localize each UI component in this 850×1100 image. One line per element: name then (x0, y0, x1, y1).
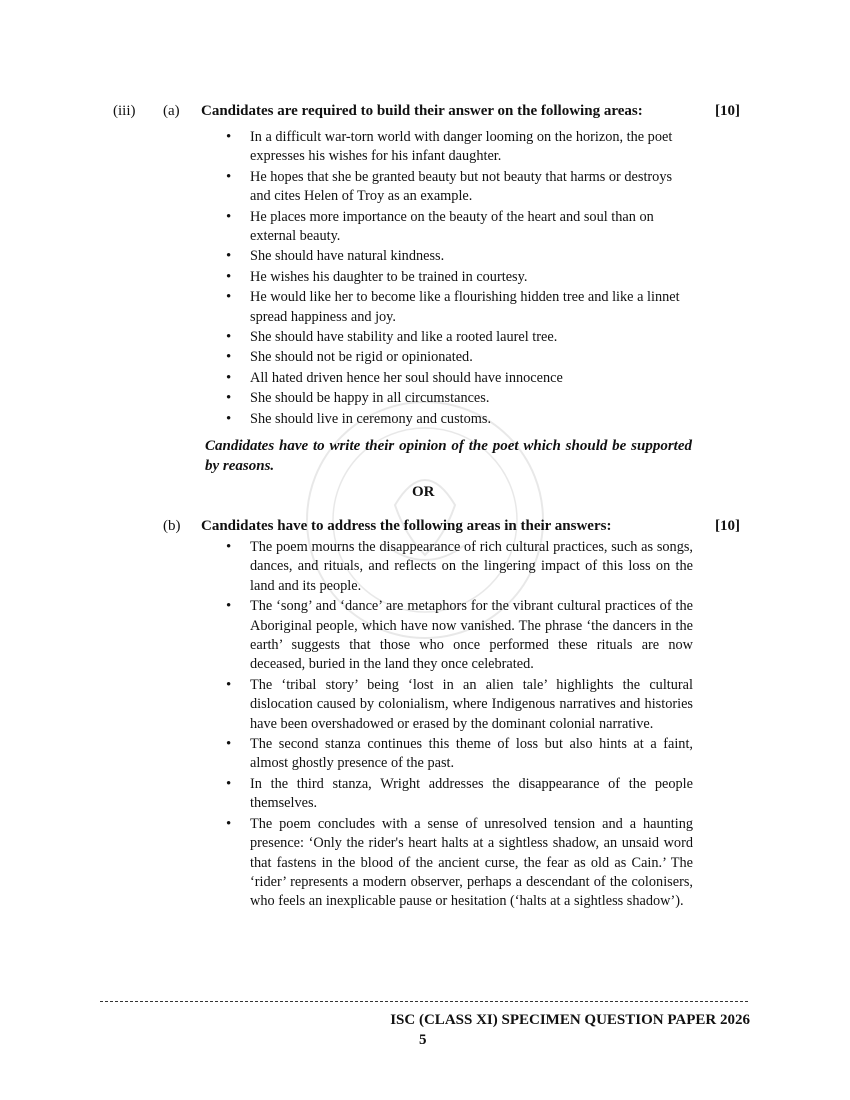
list-item: • She should have natural kindness. (226, 247, 693, 266)
list-item: • She should not be rigid or opinionated. (226, 348, 693, 367)
part-a-label: (a) (163, 103, 180, 119)
list-item: • The ‘song’ and ‘dance’ are metaphors for the vibrant cultural practices of the Aboriginal people, which have now vanished. The phrase ‘the dancers in the earth’ suggests that those who once performed these rituals are now deceased, buried in the land they once celebrated. (226, 597, 693, 675)
list-item: • The second stanza continues this theme of loss but also hints at a faint, almost ghostly presence of the past. (226, 735, 693, 774)
part-b-bullet-list (226, 538, 693, 913)
list-item: • In a difficult war-torn world with danger looming on the horizon, the poet expresses his wishes for his infant daughter. (226, 128, 693, 167)
question-number: (iii) (113, 103, 136, 119)
page-number: 5 (419, 1032, 427, 1048)
part-a-bullet-list (226, 128, 693, 430)
list-item: • In the third stanza, Wright addresses the disappearance of the people themselves. (226, 775, 693, 814)
list-item: • All hated driven hence her soul should have innocence (226, 369, 693, 388)
list-item: • He wishes his daughter to be trained in courtesy. (226, 268, 693, 287)
footer-title: ISC (CLASS XI) SPECIMEN QUESTION PAPER 2026 (390, 1012, 750, 1028)
list-item: • He places more importance on the beauty of the heart and soul than on external beauty. (226, 208, 693, 247)
or-separator: OR (412, 484, 435, 500)
part-b-heading: Candidates have to address the following areas in their answers: (201, 518, 612, 534)
part-b-label: (b) (163, 518, 181, 534)
list-item: • She should be happy in all circumstances. (226, 389, 693, 408)
part-a-note: Candidates have to write their opinion of the poet which should be supported by reasons. (205, 438, 692, 474)
list-item: • The poem concludes with a sense of unresolved tension and a haunting presence: ‘Only the rider's heart halts at a sightless shadow, an unsaid word that fastens in the blood of the ancient curse, the fear as old as Cain.’ The ‘rider’ represents a modern observer, perhaps a descendant of the colonisers, who feels an inexplicable pause or hesitation (‘halts at a sightless shadow’). (226, 815, 693, 912)
list-item: • She should have stability and like a rooted laurel tree. (226, 328, 693, 347)
list-item: • She should live in ceremony and customs. (226, 410, 693, 429)
footer-divider (100, 1001, 748, 1002)
part-a-marks: [10] (715, 103, 740, 119)
part-a-heading: Candidates are required to build their answer on the following areas: (201, 103, 643, 119)
list-item: • He would like her to become like a flourishing hidden tree and like a linnet spread happiness and joy. (226, 288, 693, 327)
list-item: • The ‘tribal story’ being ‘lost in an alien tale’ highlights the cultural dislocation caused by colonialism, where Indigenous narratives and histories have been overshadowed or erased by the dominant colonial narrative. (226, 676, 693, 734)
list-item: • The poem mourns the disappearance of rich cultural practices, such as songs, dances, and rituals, and reflects on the lingering impact of this loss on the land and its people. (226, 538, 693, 596)
list-item: • He hopes that she be granted beauty but not beauty that harms or destroys and cites Helen of Troy as an example. (226, 168, 693, 207)
part-b-marks: [10] (715, 518, 740, 534)
